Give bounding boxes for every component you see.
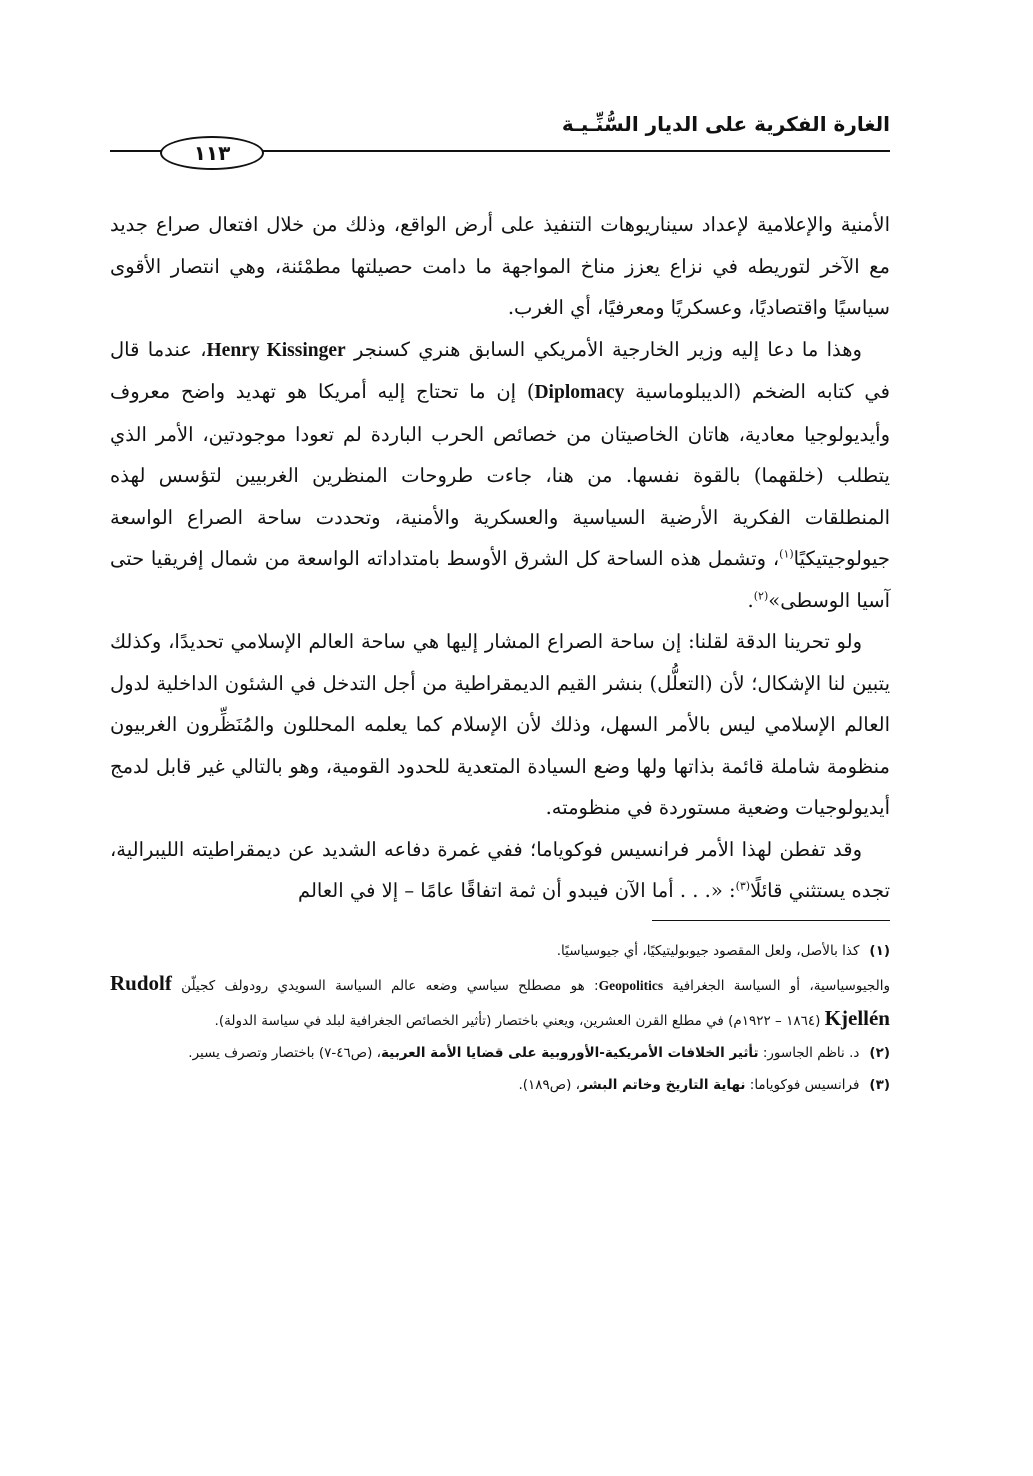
cited-title: تأثير الخلافات الأمريكية-الأوروبية على قضايا الأمة العربية: [381, 1044, 759, 1061]
paragraph-4: [110, 829, 890, 912]
text-run: وهذا ما دعا إليه وزير الخارجية الأمريكي السابق هنري كسنجر: [345, 337, 862, 361]
text-run: .: [747, 588, 754, 612]
paragraph-1: الأمنية والإعلامية لإعداد سيناريوهات التنفيذ على أرض الواقع، وذلك من خلال افتعال صراع جديد مع الآخر لتوريطه في نزاع يعزز مناخ المواجهة ما دامت حصيلتها مطمْئنة، وهي انتصار الأقوى سياسيًا واقتصاديًا، وعسكريًا ومعرفيًا، أي الغرب.: [110, 213, 890, 319]
footnote-2: [110, 1037, 890, 1069]
book-title: الغارة الفكرية على الديار السُّنِّـيـة: [561, 112, 890, 136]
body-text: [110, 204, 890, 912]
footnote-3: [110, 1069, 890, 1101]
footnote-mark: (٣): [869, 1076, 890, 1093]
footnote-rule: [652, 920, 890, 921]
page-number: ١١٣: [160, 136, 264, 170]
latin-name: Rudolf Kjellén: [110, 970, 890, 1030]
text-run: ، عندما قال في كتابه الضخم (الديبلوماسية: [110, 337, 890, 403]
footnote-1-continuation: [110, 967, 890, 1037]
footnote-ref-3[interactable]: (٣): [735, 879, 751, 893]
text-run: (١٨٦٤ – ١٩٢٢م) في مطلع القرن العشرين، ويعني باختصار (تأثير الخصائص الجغرافية لبلد في سياسة الدولة).: [214, 1012, 825, 1029]
footnote-ref-2[interactable]: (٢): [753, 589, 769, 602]
text-run: د. ناظم الجاسور:: [758, 1044, 860, 1061]
latin-term: Diplomacy: [534, 382, 625, 403]
text-run: : هو مصطلح سياسي وضعه عالم السياسة السويدي رودولف كجيلّن: [171, 977, 599, 994]
paragraph-3: ولو تحرينا الدقة لقلنا: إن ساحة الصراع المشار إليها هي ساحة العالم الإسلامي تحديدًا، وكذلك يتبين لنا الإشكال؛ لأن (التعلُّل) بنشر القيم الديمقراطية من أجل التدخل في الشئون الداخلية لدول العالم الإسلامي ليس بالأمر السهل، وذلك لأن الإسلام كما يعلمه المحللون والمُنَظِّرون الغربيون منظومة شاملة قائمة بذاتها ولها وضع السيادة المتعدية للحدود القومية، وهو بالتالي غير قابل لدمج أيديولوجيات وضعية مستوردة في منظومته.: [110, 630, 890, 819]
cited-title: نهاية التاريخ وخاتم البشر: [580, 1076, 746, 1093]
footnote-mark: (٢): [869, 1044, 890, 1061]
text-run: : «. . . أما الآن فيبدو أن ثمة اتفاقًا عامًا – إلا في العالم: [298, 879, 736, 902]
book-page: [110, 108, 890, 1101]
footnote-text: كذا بالأصل، ولعل المقصود جيوبوليتيكيًا، أي جيوسياسيًا.: [556, 942, 860, 959]
text-run: والجيوسياسية، أو السياسة الجغرافية: [663, 977, 890, 994]
text-run: ) إن ما تحتاج إليه أمريكا هو تهديد واضح معروف وأيديولوجيا معادية، هاتان الخاصيتان من خصائص الحرب الباردة لم تعودا موجودتين، الأمر الذي يتطلب (خلقهما) بالقوة نفسها. من هنا، جاءت طروحات المنظرين الغربيين لتؤسس لهذه المنطلقات الفكرية الأرضية السياسية والعسكرية والأمنية، وتحددت ساحة الصراع الواسعة جيولوجيتيكيًا: [110, 380, 890, 570]
latin-term: Geopolitics: [598, 977, 664, 993]
text-run: ، وتشمل هذه الساحة كل الشرق الأوسط بامتداداته الواسعة من شمال إفريقيا حتى آسيا الوسطى»: [110, 547, 890, 612]
footnote-ref-1[interactable]: (١): [779, 547, 794, 561]
footnote-mark: (١): [869, 942, 890, 959]
text-run: ، (ص٤٦-٧) باختصار وتصرف يسير.: [188, 1044, 381, 1061]
paragraph-2: [110, 329, 890, 622]
footnote-1: [110, 935, 890, 967]
text-run: فرانسيس فوكوياما:: [745, 1076, 860, 1093]
footnotes: [110, 935, 890, 1101]
latin-term: Henry Kissinger: [206, 339, 346, 361]
running-header: [110, 108, 890, 165]
text-run: ، (ص١٨٩).: [518, 1076, 581, 1093]
text-run: وقد تفطن لهذا الأمر فرانسيس فوكوياما؛ ففي غمرة دفاعه الشديد عن ديمقراطيته الليبرالية، تجده يستثني قائلًا: [110, 837, 890, 902]
